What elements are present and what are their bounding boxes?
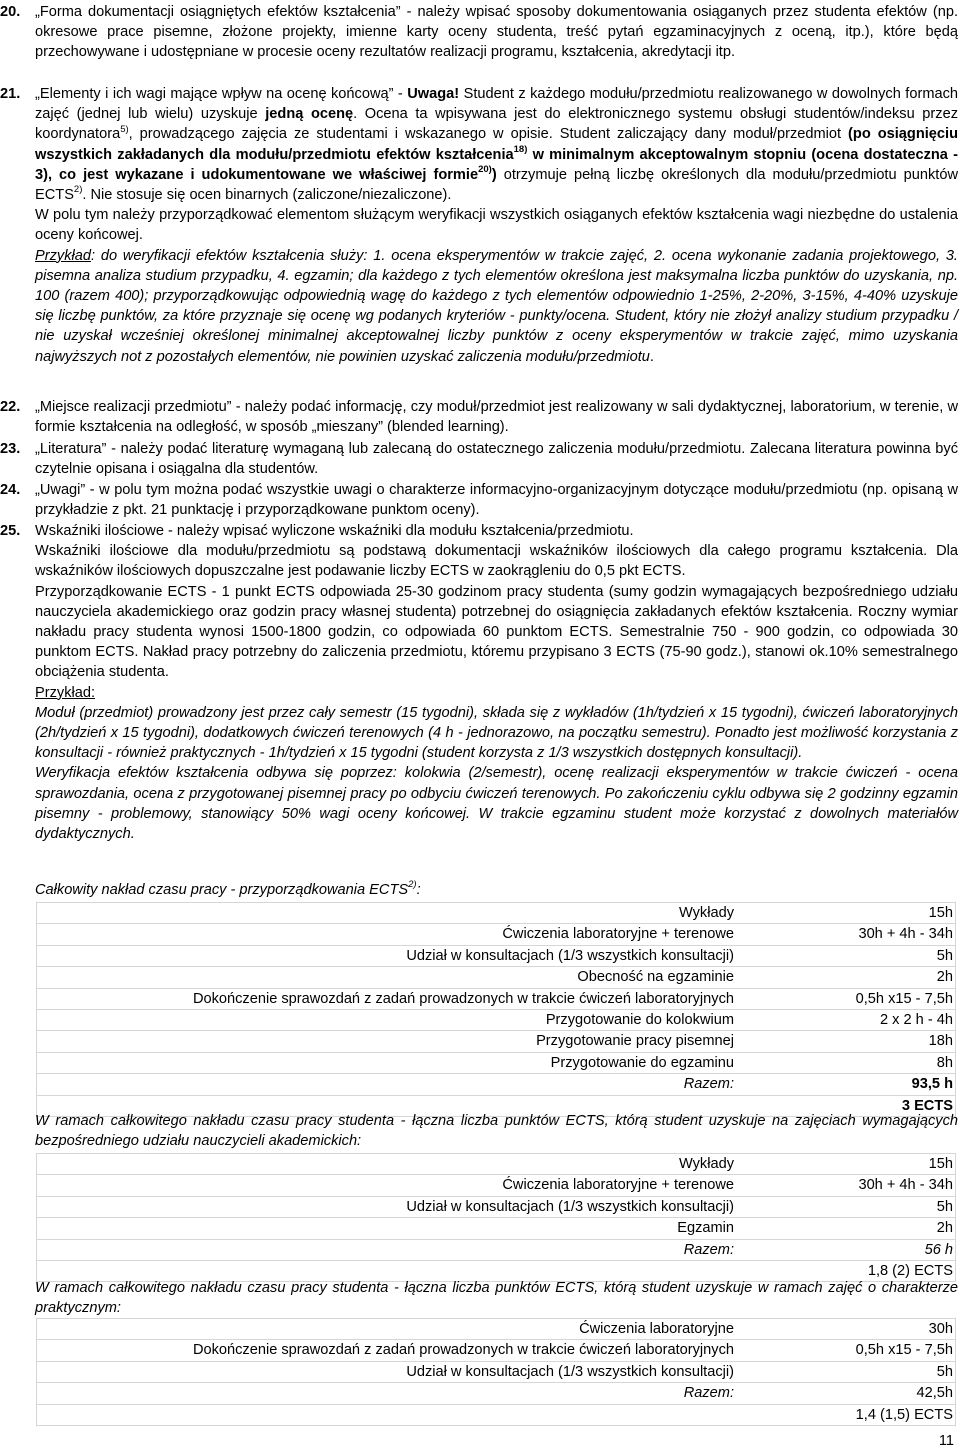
item-number: 20. <box>0 4 21 20</box>
row-value: 2h <box>736 1218 956 1239</box>
row-label: Egzamin <box>37 1218 737 1239</box>
table-row <box>37 1239 956 1260</box>
row-value: 0,5h x15 - 7,5h <box>736 1340 956 1361</box>
row-label: Ćwiczenia laboratoryjne + terenowe <box>37 924 737 945</box>
row-value: 2 x 2 h - 4h <box>736 1010 956 1031</box>
row-label: Razem: <box>37 1383 737 1404</box>
row-value: 1,4 (1,5) ECTS <box>736 1404 956 1425</box>
row-label: Udział w konsultacjach (1/3 wszystkich konsultacji) <box>37 1196 737 1217</box>
row-value: 1,8 (2) ECTS <box>736 1261 956 1282</box>
item-number: 23. <box>0 441 21 457</box>
row-label: Razem: <box>37 1239 737 1260</box>
list-item-24 <box>0 480 958 520</box>
item-text: „Uwagi” - w polu tym można podać wszystkie uwagi o charakterze informacyjno-organizacyjnym dotyczące modułu/przedmiotu (np. opisaną w przykładzie z pkt. 21 punktację i przyporządkowane punktom oceny). <box>35 482 958 519</box>
item-paragraph-ects: Przyporządkowanie ECTS - 1 punkt ECTS odpowiada 25-30 godzinom pracy studenta (sumy godzin wymagających bezpośredniego udziału nauczyciela akademickiego oraz godzin pracy własnej studenta) potrzebnej do osiągnięcia zakładanych efektów kształcenia. Roczny wymiar nakładu pracy studenta wynosi 1500-1800 godzin, co odpowiada 60 punktom ECTS. Semestralnie 750 - 900 godzin, co odpowiada 30 punktom ECTS. Nakład pracy potrzebny do zaliczenia przedmiotu, któremu przypisano 3 ECTS (75-90 godz.), stanowi ok.10% semestralnego obciążenia studenta. <box>35 583 958 681</box>
row-label: Razem: <box>37 1074 737 1095</box>
item-text: „Forma dokumentacji osiągniętych efektów kształcenia” - należy wpisać sposoby dokumentowania osiąganych przez studenta efektów (np. okresowe prace pisemne, złożone projekty, imienne karty oceny studenta, treść pytań egzaminacyjnych z oceną, itp.), które będą przechowywane i udostępniane w procesie oceny rezultatów realizacji programu, kształcenia, akredytacji itp. <box>35 4 958 61</box>
item-paragraph-example-module: Moduł (przedmiot) prowadzony jest przez cały semestr (15 tygodni), składa się z wykładów (1h/tydzień x 15 tygodni), ćwiczeń laboratoryjnych (2h/tydzień x 15 tygodni), dodatkowych ćwiczeń terenowych (4 h - jednorazowo, na początku semestru). Ponadto jest możliwość korzystania z konsultacji - również praktycznych - 1h/tydzień x 15 tygodni (student korzysta z 1/3 wszystkich dostępnych konsultacji). <box>35 704 958 762</box>
row-value: 3 ECTS <box>736 1095 956 1116</box>
row-label: Udział w konsultacjach (1/3 wszystkich konsultacji) <box>37 945 737 966</box>
workload-total-table <box>36 902 956 1117</box>
footnote-ref: 18) <box>513 143 528 155</box>
row-label: Ćwiczenia laboratoryjne + terenowe <box>37 1175 737 1196</box>
item-paragraph-intro: Wskaźniki ilościowe - należy wpisać wyliczone wskaźniki dla modułu kształcenia/przedmiotu. <box>35 523 634 539</box>
workload-heading: Całkowity nakład czasu pracy - przyporządkowania ECTS$^{2)}$: <box>35 879 421 898</box>
row-value: 15h <box>736 903 956 924</box>
footnote-ref: 2) <box>73 184 83 196</box>
row-value: 5h <box>736 1361 956 1382</box>
list-item-25 <box>0 521 958 844</box>
list-item-20 <box>0 2 958 63</box>
table-row <box>37 924 956 945</box>
row-label: Przygotowanie pracy pisemnej <box>37 1031 737 1052</box>
list-item-23 <box>0 439 958 479</box>
row-value: 30h + 4h - 34h <box>736 924 956 945</box>
list-item-21 <box>0 84 958 367</box>
row-label: Ćwiczenia laboratoryjne <box>37 1319 737 1340</box>
row-value: 5h <box>736 1196 956 1217</box>
item-number: 21. <box>0 86 21 102</box>
row-value: 0,5h x15 - 7,5h <box>736 988 956 1009</box>
row-value: 30h + 4h - 34h <box>736 1175 956 1196</box>
row-value: 2h <box>736 967 956 988</box>
table-row <box>37 1319 956 1340</box>
table-row <box>37 1404 956 1425</box>
item-text: „Miejsce realizacji przedmiotu” - należy podać informację, czy moduł/przedmiot jest realizowany w sali dydaktycznej, laboratorium, w terenie, w formie kształcenia na odległość, w sposób „mieszany” (blended learning). <box>35 399 958 436</box>
table-row <box>37 1196 956 1217</box>
footnote-ref: 5) <box>120 123 129 135</box>
item-text: „Literatura” - należy podać literaturę wymaganą lub zalecaną do ostatecznego zaliczenia modułu/przedmiotu. Zalecana literatura powinna być czytelnie opisana i osiągalna dla studentów. <box>35 441 958 478</box>
table-row <box>37 1154 956 1175</box>
row-value: 18h <box>736 1031 956 1052</box>
table-row <box>37 1010 956 1031</box>
row-label <box>37 1404 737 1425</box>
row-value: 5h <box>736 945 956 966</box>
item-paragraph-weights: W polu tym należy przyporządkować elementom służącym weryfikacji wszystkich osiąganych efektów kształcenia wagi niezbędne do ustalenia oceny końcowej. <box>35 207 958 244</box>
row-value: 15h <box>736 1154 956 1175</box>
row-label: Obecność na egzaminie <box>37 967 737 988</box>
list-item-22 <box>0 397 958 437</box>
item-paragraph-example-label: Przykład: <box>35 684 96 701</box>
item-paragraph-example-verification: Weryfikacja efektów kształcenia odbywa się poprzez: kolokwia (2/semestr), ocenę realizacji eksperymentów w trakcie ćwiczeń - ocena sprawozdania, ocena z przygotowanej pisemnej pracy po odbyciu ćwiczeń terenowych. Po zakończeniu cyklu odbywa się 2 godzinny egzamin pisemny - problemowy, stanowiący 50% wagi oceny końcowej. W trakcie egzaminu student może korzystać z dowolnych materiałów dydaktycznych. <box>35 765 958 843</box>
row-value: 30h <box>736 1319 956 1340</box>
row-label: Wykłady <box>37 903 737 924</box>
table-row <box>37 1340 956 1361</box>
table-row <box>37 967 956 988</box>
table-row <box>37 1218 956 1239</box>
row-label: Dokończenie sprawozdań z zadań prowadzonych w trakcie ćwiczeń laboratoryjnych <box>37 988 737 1009</box>
footnote-ref: 2) <box>408 879 417 891</box>
table-row <box>37 945 956 966</box>
item-paragraph-basis: Wskaźniki ilościowe dla modułu/przedmiotu są podstawą dokumentacji wskaźników ilościowych dla całego programu kształcenia. Dla wskaźników ilościowych dopuszczalne jest podawanie liczby ECTS w zaokrągleniu do 0,5 pkt ECTS. <box>35 543 958 580</box>
table-row <box>37 1031 956 1052</box>
row-label: Dokończenie sprawozdań z zadań prowadzonych w trakcie ćwiczeń laboratoryjnych <box>37 1340 737 1361</box>
item-number: 25. <box>0 523 21 539</box>
workload-practical-table <box>36 1318 956 1426</box>
table-row <box>37 1383 956 1404</box>
table-row <box>37 1175 956 1196</box>
item-paragraph-rules: „Elementy i ich wagi mające wpływ na ocenę końcową” - Uwaga! Student z każdego modułu/przedmiotu realizowanego w dowolnych formach zajęć (jednej lub wielu) uzyskuje jedną ocenę. Ocena ta wpisywana jest do elektronicznego systemu obsługi studentów/indeksu przez koordynatora$^{5)}$, prowadzącego zajęcia ze studentami i wskazanego w opisie. Student zaliczający dany moduł/przedmiot (po osiągnięciu wszystkich zakładanych dla modułu/przedmiotu efektów kształcenia$^{18)}$ w minimalnym akceptowalnym stopniu (ocena dostateczna - 3), co jest wykazane i udokumentowane we właściwej formie$^{20)}$) otrzymuje pełną liczbę określonych dla modułu/przedmiotu punktów ECTS$^{2)}$. Nie stosuje się ocen binarnych (zaliczone/niezaliczone). <box>35 86 959 204</box>
row-label: Wykłady <box>37 1154 737 1175</box>
workload-practical-heading: W ramach całkowitego nakładu czasu pracy studenta - łączna liczba punktów ECTS, którą student uzyskuje w ramach zajęć o charakterze praktycznym: <box>35 1280 958 1317</box>
row-value: 56 h <box>736 1239 956 1260</box>
workload-direct-table <box>36 1153 956 1282</box>
table-row <box>37 1074 956 1095</box>
row-value: 93,5 h <box>736 1074 956 1095</box>
workload-direct-heading: W ramach całkowitego nakładu czasu pracy studenta - łączna liczba punktów ECTS, którą student uzyskuje na zajęciach wymagających bezpośredniego udziału nauczycieli akademickich: <box>35 1113 958 1150</box>
table-row <box>37 988 956 1009</box>
item-number: 24. <box>0 482 21 498</box>
item-paragraph-example: Przykład: do weryfikacji efektów kształcenia służy: 1. ocena eksperymentów w trakcie zajęć, 2. ocena wykonanie zadania projektowego, 3. pisemna analiza studium przypadku, 4. egzamin; dla każdego z tych elementów określona jest maksymalna liczba punktów do uzyskania, np. 100 (razem 400); przyporządkowując odpowiednią wagę do każdego z tych elementów odpowiednio 1-25%, 2-20%, 3-15%, 4-40% uzyskuje się liczbę punktów, za które przyznaje się ocenę wg podanych kryteriów - punkty/ocena. Student, który nie złożył analizy studium przypadku / nie uzyskał wcześniej określonej minimalnej akceptowalnej liczby punktów z oceny eksperymentów w trakcie zajęć, mimo uzyskania najwyższych not z pozostałych elementów, nie powinien uzyskać zaliczenia modułu/przedmiotu. <box>35 247 958 365</box>
row-value: 8h <box>736 1052 956 1073</box>
row-label: Przygotowanie do egzaminu <box>37 1052 737 1073</box>
table-row <box>37 903 956 924</box>
row-value: 42,5h <box>736 1383 956 1404</box>
row-label: Przygotowanie do kolokwium <box>37 1010 737 1031</box>
row-label: Udział w konsultacjach (1/3 wszystkich konsultacji) <box>37 1361 737 1382</box>
table-row <box>37 1052 956 1073</box>
item-number: 22. <box>0 399 21 415</box>
table-row <box>37 1361 956 1382</box>
page-number: 11 <box>938 1432 954 1449</box>
footnote-ref: 20) <box>478 163 492 175</box>
